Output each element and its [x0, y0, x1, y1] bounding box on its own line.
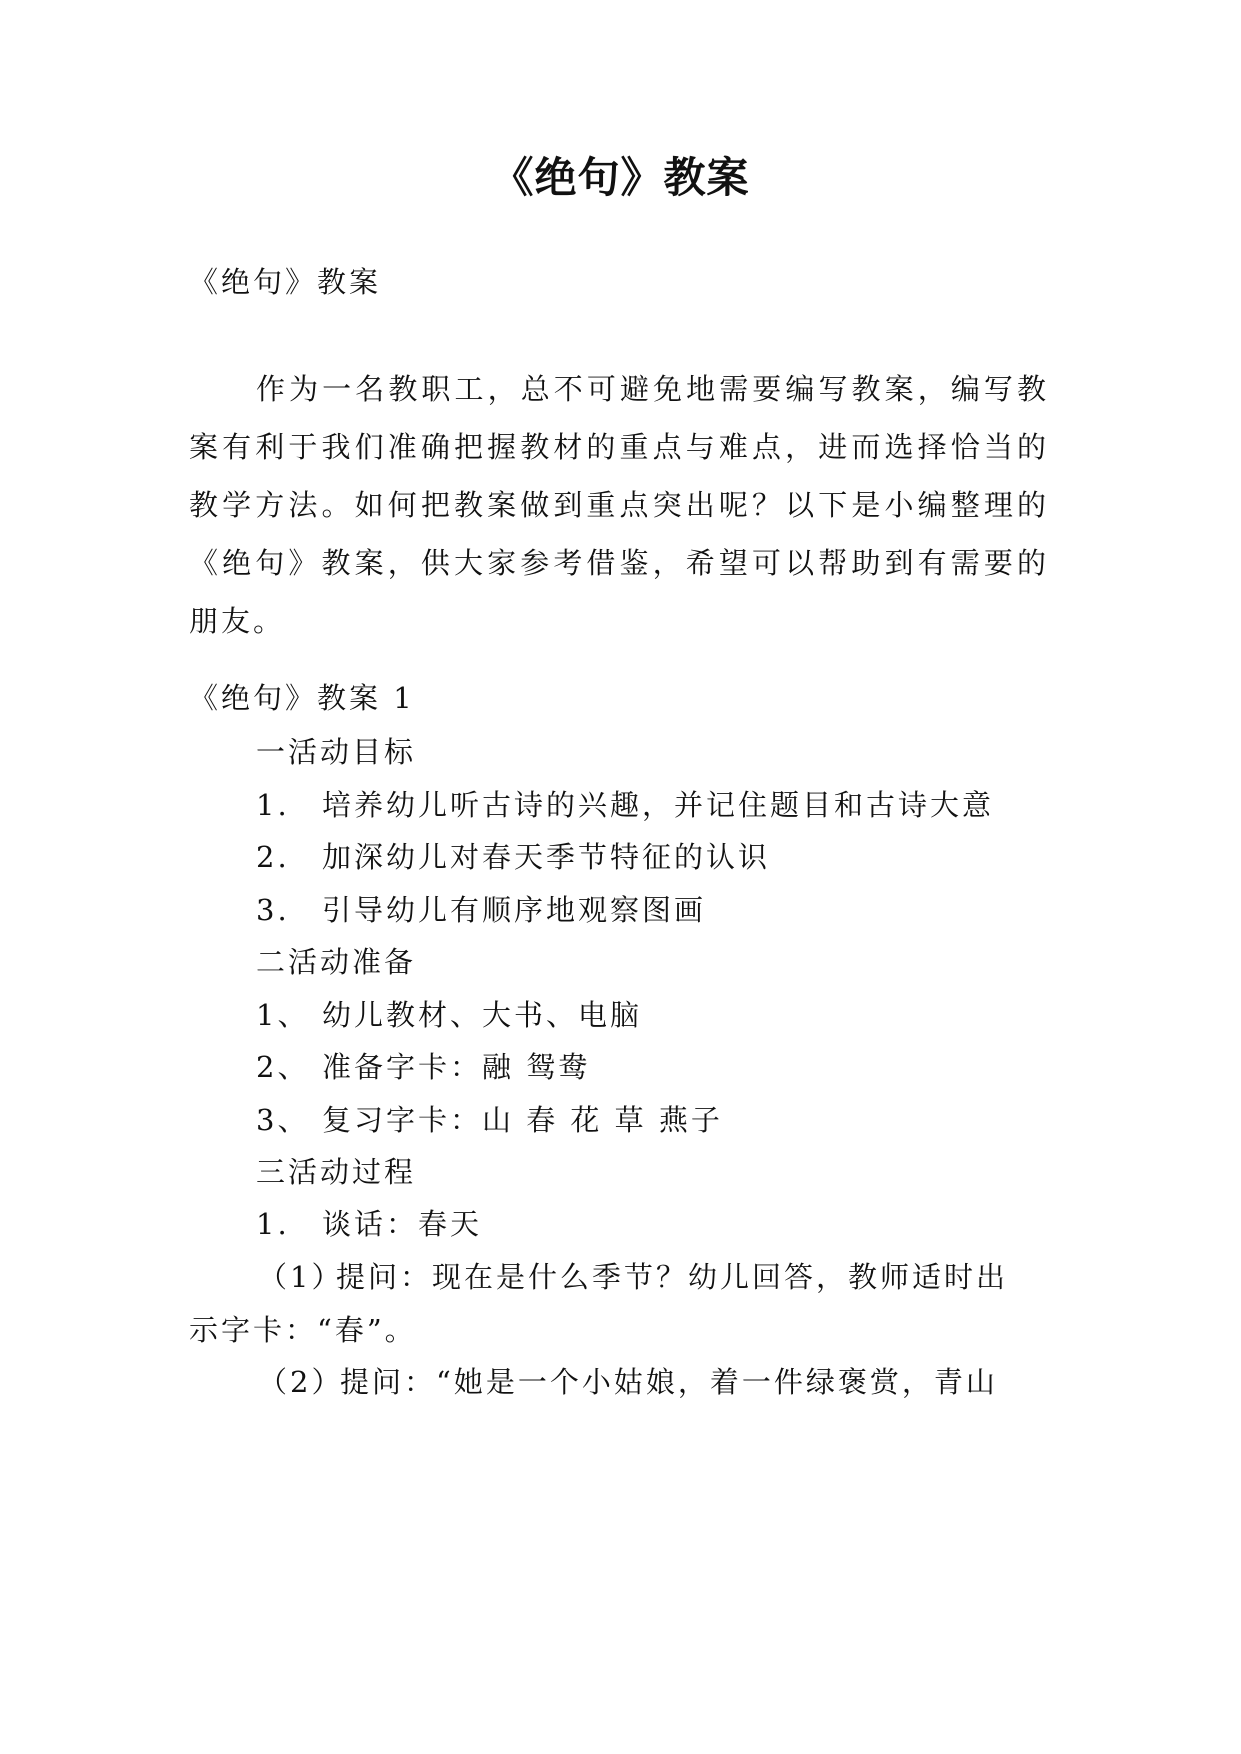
preparation-item	[256, 995, 642, 1035]
process-heading: 三活动过程	[256, 1155, 417, 1189]
goal-item-number: 1.	[256, 788, 290, 822]
goal-item	[256, 890, 706, 930]
preparation-item-text: 幼儿教材、大书、电脑	[322, 998, 643, 1032]
goal-item	[256, 785, 994, 825]
question-item	[258, 1257, 1008, 1297]
section-title: 《绝句》教案 1	[189, 681, 415, 715]
goal-item-text: 加深幼儿对春天季节特征的认识	[322, 840, 771, 874]
process-step-text: 谈话：春天	[322, 1207, 483, 1241]
question-text: 提问：“她是一个小姑娘，着一件绿褒赏，青山	[340, 1365, 998, 1399]
process-step-number: 1.	[256, 1207, 290, 1241]
preparation-item-text: 复习字卡：山 春 花 草 燕子	[322, 1103, 723, 1137]
goal-item-number: 2.	[256, 840, 290, 874]
preparation-item	[256, 1100, 723, 1140]
intro-paragraph: 作为一名教职工，总不可避免地需要编写教案，编写教案有利于我们准确把握教材的重点与难点，进而选择恰当的教学方法。如何把教案做到重点突出呢？以下是小编整理的《绝句》教案，供大家参考借鉴，希望可以帮助到有需要的朋友。	[189, 372, 1049, 638]
preparation-item-number: 2、	[256, 1050, 310, 1084]
preparation-item-number: 3、	[256, 1103, 310, 1137]
goal-item-text: 培养幼儿听古诗的兴趣，并记住题目和古诗大意	[322, 788, 995, 822]
goals-heading: 一活动目标	[256, 735, 417, 769]
document-subtitle: 《绝句》教案	[189, 265, 382, 299]
preparation-item	[256, 1047, 590, 1087]
document-title: 《绝句》教案	[491, 153, 750, 202]
goal-item-number: 3.	[256, 893, 290, 927]
goal-item-text: 引导幼儿有顺序地观察图画	[322, 893, 707, 927]
question-item	[258, 1362, 998, 1402]
question-label: （2）	[258, 1365, 344, 1399]
goal-item	[256, 837, 770, 877]
preparation-heading: 二活动准备	[256, 945, 417, 979]
preparation-item-number: 1、	[256, 998, 310, 1032]
question-text: 提问：现在是什么季节？幼儿回答，教师适时出	[336, 1260, 1009, 1294]
process-step	[256, 1204, 482, 1244]
question-continuation: 示字卡：“春”。	[189, 1313, 417, 1347]
preparation-item-text: 准备字卡：融 鸳鸯	[322, 1050, 591, 1084]
question-label: （1）	[258, 1260, 344, 1294]
